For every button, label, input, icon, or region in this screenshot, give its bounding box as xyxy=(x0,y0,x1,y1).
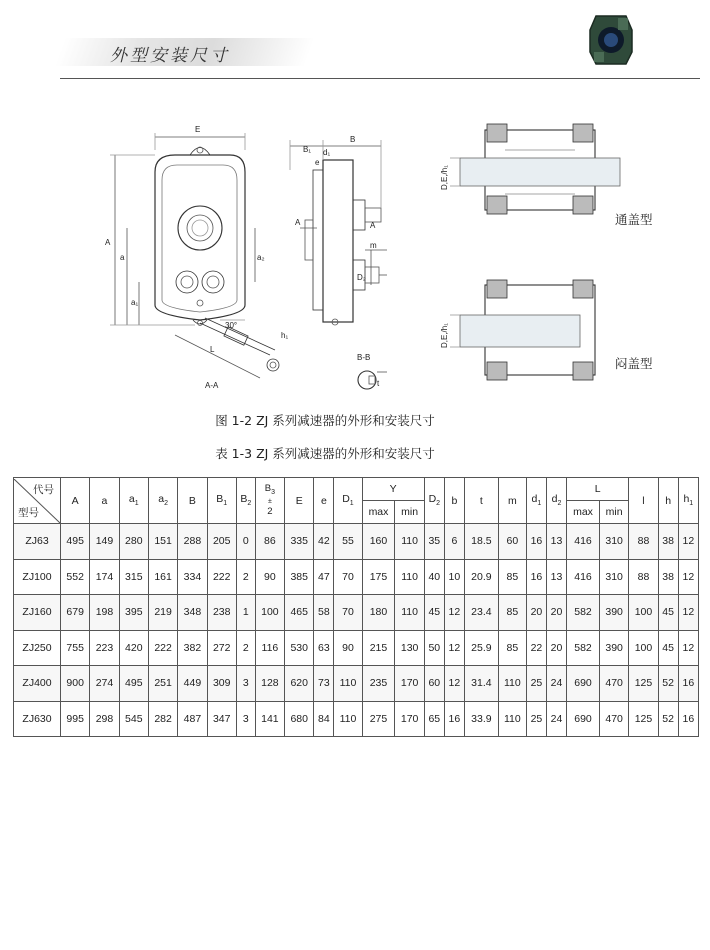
value-cell: 60 xyxy=(498,524,526,560)
value-cell: 205 xyxy=(207,524,236,560)
value-cell: 690 xyxy=(567,666,600,702)
value-cell: 545 xyxy=(119,701,148,737)
value-cell: 24 xyxy=(546,701,566,737)
model-cell: ZJ63 xyxy=(14,524,61,560)
value-cell: 50 xyxy=(424,630,444,666)
value-cell: 552 xyxy=(61,559,90,595)
value-cell: 47 xyxy=(314,559,334,595)
value-cell: 530 xyxy=(285,630,314,666)
value-cell: 416 xyxy=(567,524,600,560)
value-cell: 110 xyxy=(395,524,424,560)
value-cell: 420 xyxy=(119,630,148,666)
value-cell: 25 xyxy=(526,701,546,737)
through-cover-section xyxy=(450,124,620,214)
value-cell: 25 xyxy=(526,666,546,702)
value-cell: 416 xyxy=(567,559,600,595)
value-cell: 85 xyxy=(498,559,526,595)
table-row xyxy=(14,666,699,702)
value-cell: 45 xyxy=(658,630,678,666)
value-cell: 12 xyxy=(444,666,464,702)
label-t: t xyxy=(377,379,380,388)
value-cell: 33.9 xyxy=(464,701,498,737)
label-B: B xyxy=(350,135,356,144)
label-a1: a₁ xyxy=(131,298,139,307)
value-cell: 995 xyxy=(61,701,90,737)
value-cell: 20 xyxy=(526,595,546,631)
value-cell: 60 xyxy=(424,666,444,702)
value-cell: 309 xyxy=(207,666,236,702)
value-cell: 31.4 xyxy=(464,666,498,702)
value-cell: 100 xyxy=(629,595,658,631)
section-bb xyxy=(358,371,387,389)
table-row xyxy=(14,559,699,595)
value-cell: 100 xyxy=(629,630,658,666)
value-cell: 16 xyxy=(526,524,546,560)
value-cell: 755 xyxy=(61,630,90,666)
closed-cover-section xyxy=(450,280,595,380)
value-cell: 310 xyxy=(599,524,628,560)
value-cell: 18.5 xyxy=(464,524,498,560)
col-E: E xyxy=(285,478,314,524)
value-cell: 90 xyxy=(334,630,362,666)
label-DE-through: D,E,/h₁ xyxy=(440,165,449,190)
label-h1: h₁ xyxy=(281,331,289,340)
value-cell: 125 xyxy=(629,701,658,737)
value-cell: 12 xyxy=(444,630,464,666)
label-AA: A-A xyxy=(205,381,219,390)
value-cell: 16 xyxy=(678,666,698,702)
value-cell: 16 xyxy=(526,559,546,595)
value-cell: 12 xyxy=(678,595,698,631)
col-a: a xyxy=(90,478,119,524)
value-cell: 679 xyxy=(61,595,90,631)
value-cell: 495 xyxy=(61,524,90,560)
value-cell: 180 xyxy=(362,595,395,631)
col-e: e xyxy=(314,478,334,524)
value-cell: 20 xyxy=(546,630,566,666)
col-D2: $D_2$ xyxy=(424,478,444,524)
value-cell: 219 xyxy=(148,595,177,631)
model-cell: ZJ250 xyxy=(14,630,61,666)
value-cell: 84 xyxy=(314,701,334,737)
value-cell: 251 xyxy=(148,666,177,702)
value-cell: 495 xyxy=(119,666,148,702)
col-Y-min: min xyxy=(395,501,424,524)
value-cell: 487 xyxy=(178,701,207,737)
value-cell: 315 xyxy=(119,559,148,595)
col-l: l xyxy=(629,478,658,524)
value-cell: 274 xyxy=(90,666,119,702)
value-cell: 52 xyxy=(658,666,678,702)
value-cell: 334 xyxy=(178,559,207,595)
col-d1: $d_1$ xyxy=(526,478,546,524)
value-cell: 13 xyxy=(546,559,566,595)
value-cell: 20.9 xyxy=(464,559,498,595)
label-E: E xyxy=(195,125,201,134)
table-row xyxy=(14,595,699,631)
label-B1: B₁ xyxy=(303,145,312,154)
value-cell: 310 xyxy=(599,559,628,595)
value-cell: 116 xyxy=(255,630,284,666)
type-closed-label: 闷盖型 xyxy=(615,357,653,371)
value-cell: 88 xyxy=(629,524,658,560)
value-cell: 100 xyxy=(255,595,284,631)
col-a1: $a_1$ xyxy=(119,478,148,524)
value-cell: 900 xyxy=(61,666,90,702)
gearbox-logo-icon xyxy=(588,12,634,68)
value-cell: 65 xyxy=(424,701,444,737)
col-L-max: max xyxy=(567,501,600,524)
side-view xyxy=(290,140,387,325)
value-cell: 110 xyxy=(334,666,362,702)
value-cell: 110 xyxy=(498,701,526,737)
corner-cell xyxy=(14,478,61,524)
value-cell: 85 xyxy=(498,595,526,631)
value-cell: 55 xyxy=(334,524,362,560)
label-m: m xyxy=(370,241,377,250)
value-cell: 38 xyxy=(658,524,678,560)
value-cell: 86 xyxy=(255,524,284,560)
value-cell: 125 xyxy=(629,666,658,702)
corner-model-label: 型号 xyxy=(18,506,39,519)
table-row xyxy=(14,630,699,666)
col-t: t xyxy=(464,478,498,524)
value-cell: 288 xyxy=(178,524,207,560)
value-cell: 40 xyxy=(424,559,444,595)
value-cell: 20 xyxy=(546,595,566,631)
value-cell: 35 xyxy=(424,524,444,560)
value-cell: 395 xyxy=(119,595,148,631)
col-a2: $a_2$ xyxy=(148,478,177,524)
label-BB: B-B xyxy=(357,353,371,362)
label-d1: d₁ xyxy=(323,148,331,157)
value-cell: 470 xyxy=(599,701,628,737)
value-cell: 151 xyxy=(148,524,177,560)
value-cell: 22 xyxy=(526,630,546,666)
value-cell: 23.4 xyxy=(464,595,498,631)
col-d2: $d_2$ xyxy=(546,478,566,524)
col-B1: $B_1$ xyxy=(207,478,236,524)
value-cell: 141 xyxy=(255,701,284,737)
value-cell: 70 xyxy=(334,595,362,631)
model-cell: ZJ630 xyxy=(14,701,61,737)
value-cell: 470 xyxy=(599,666,628,702)
value-cell: 298 xyxy=(90,701,119,737)
value-cell: 12 xyxy=(678,630,698,666)
value-cell: 149 xyxy=(90,524,119,560)
corner-code-label: 代号 xyxy=(33,483,54,496)
value-cell: 90 xyxy=(255,559,284,595)
value-cell: 175 xyxy=(362,559,395,595)
value-cell: 198 xyxy=(90,595,119,631)
value-cell: 282 xyxy=(148,701,177,737)
type-through-label: 通盖型 xyxy=(615,213,653,227)
front-view xyxy=(110,133,279,378)
value-cell: 161 xyxy=(148,559,177,595)
model-cell: ZJ100 xyxy=(14,559,61,595)
value-cell: 13 xyxy=(546,524,566,560)
value-cell: 2 xyxy=(236,630,255,666)
table-caption: 表 1-3 ZJ 系列减速器的外形和安装尺寸 xyxy=(215,446,435,461)
value-cell: 385 xyxy=(285,559,314,595)
value-cell: 222 xyxy=(148,630,177,666)
value-cell: 10 xyxy=(444,559,464,595)
col-A: A xyxy=(61,478,90,524)
value-cell: 465 xyxy=(285,595,314,631)
col-B2: $B_2$ xyxy=(236,478,255,524)
value-cell: 620 xyxy=(285,666,314,702)
value-cell: 38 xyxy=(658,559,678,595)
value-cell: 390 xyxy=(599,595,628,631)
value-cell: 52 xyxy=(658,701,678,737)
value-cell: 128 xyxy=(255,666,284,702)
col-m: m xyxy=(498,478,526,524)
value-cell: 110 xyxy=(334,701,362,737)
value-cell: 238 xyxy=(207,595,236,631)
value-cell: 449 xyxy=(178,666,207,702)
value-cell: 24 xyxy=(546,666,566,702)
value-cell: 12 xyxy=(444,595,464,631)
value-cell: 335 xyxy=(285,524,314,560)
value-cell: 16 xyxy=(678,701,698,737)
label-a: a xyxy=(120,253,125,262)
value-cell: 235 xyxy=(362,666,395,702)
table-row xyxy=(14,701,699,737)
value-cell: 170 xyxy=(395,701,424,737)
col-D1: $D_1$ xyxy=(334,478,362,524)
value-cell: 272 xyxy=(207,630,236,666)
value-cell: 6 xyxy=(444,524,464,560)
value-cell: 88 xyxy=(629,559,658,595)
value-cell: 174 xyxy=(90,559,119,595)
value-cell: 1 xyxy=(236,595,255,631)
value-cell: 0 xyxy=(236,524,255,560)
value-cell: 12 xyxy=(678,559,698,595)
value-cell: 680 xyxy=(285,701,314,737)
model-cell: ZJ160 xyxy=(14,595,61,631)
value-cell: 582 xyxy=(567,595,600,631)
label-a2: a₂ xyxy=(257,253,265,262)
value-cell: 110 xyxy=(395,559,424,595)
value-cell: 275 xyxy=(362,701,395,737)
label-A: A xyxy=(105,238,111,247)
value-cell: 58 xyxy=(314,595,334,631)
value-cell: 12 xyxy=(678,524,698,560)
value-cell: 222 xyxy=(207,559,236,595)
header-row-1 xyxy=(14,478,699,501)
value-cell: 45 xyxy=(424,595,444,631)
value-cell: 348 xyxy=(178,595,207,631)
label-A-side2: A xyxy=(370,221,376,230)
col-L: L xyxy=(567,478,629,501)
col-B: B xyxy=(178,478,207,524)
figure-caption: 图 1-2 ZJ 系列减速器的外形和安装尺寸 xyxy=(215,413,435,428)
value-cell: 63 xyxy=(314,630,334,666)
value-cell: 73 xyxy=(314,666,334,702)
model-cell: ZJ400 xyxy=(14,666,61,702)
col-h: h xyxy=(658,478,678,524)
value-cell: 170 xyxy=(395,666,424,702)
value-cell: 16 xyxy=(444,701,464,737)
label-L: L xyxy=(210,345,215,354)
value-cell: 110 xyxy=(395,595,424,631)
value-cell: 45 xyxy=(658,595,678,631)
value-cell: 215 xyxy=(362,630,395,666)
value-cell: 85 xyxy=(498,630,526,666)
col-b: b xyxy=(444,478,464,524)
col-Y-max: max xyxy=(362,501,395,524)
value-cell: 3 xyxy=(236,701,255,737)
dimension-table xyxy=(13,477,699,737)
label-angle: 30° xyxy=(225,321,238,330)
value-cell: 280 xyxy=(119,524,148,560)
label-e: e xyxy=(315,158,320,167)
value-cell: 130 xyxy=(395,630,424,666)
col-Y: Y xyxy=(362,478,424,501)
value-cell: 25.9 xyxy=(464,630,498,666)
table-body xyxy=(14,524,699,737)
col-B3: $B_3$ ± 2 xyxy=(255,478,284,524)
value-cell: 690 xyxy=(567,701,600,737)
value-cell: 110 xyxy=(498,666,526,702)
reducer-dimension-drawing xyxy=(95,110,675,410)
col-L-min: min xyxy=(599,501,628,524)
label-A-side: A xyxy=(295,218,301,227)
value-cell: 382 xyxy=(178,630,207,666)
value-cell: 347 xyxy=(207,701,236,737)
col-h1: $h_1$ xyxy=(678,478,698,524)
label-D2: D₂ xyxy=(357,273,366,282)
page-title: 外型安装尺寸 xyxy=(110,46,230,66)
value-cell: 42 xyxy=(314,524,334,560)
value-cell: 160 xyxy=(362,524,395,560)
value-cell: 223 xyxy=(90,630,119,666)
value-cell: 2 xyxy=(236,559,255,595)
table-row xyxy=(14,524,699,560)
label-DE-closed: D,E,/h₁ xyxy=(440,323,449,348)
value-cell: 3 xyxy=(236,666,255,702)
value-cell: 70 xyxy=(334,559,362,595)
header-rule xyxy=(60,78,700,79)
value-cell: 390 xyxy=(599,630,628,666)
value-cell: 582 xyxy=(567,630,600,666)
